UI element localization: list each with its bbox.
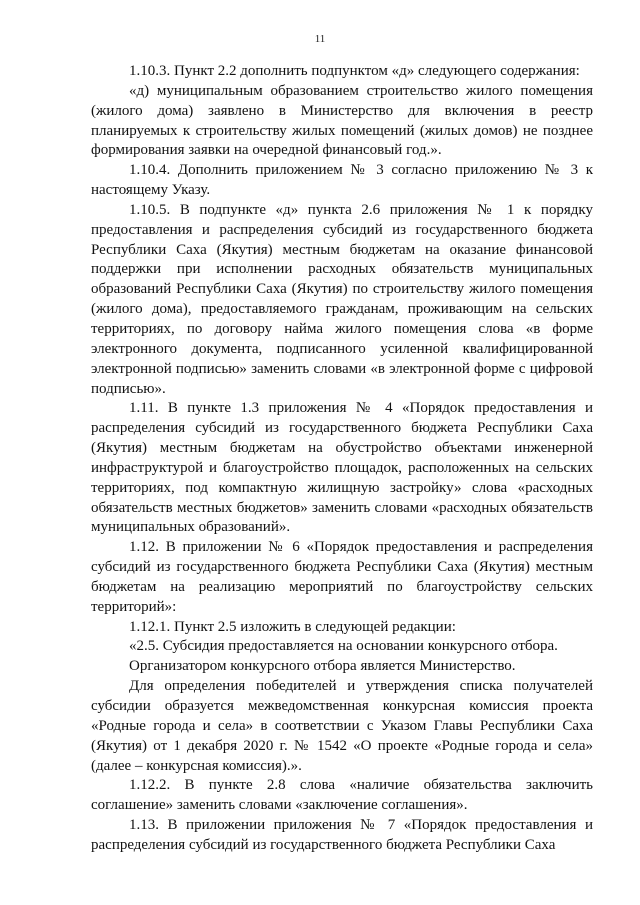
paragraph-1-13: 1.13. В приложении приложения № 7 «Порядок предоставления и распределения субсидий из государственного бюджета Республики Саха <box>91 817 593 853</box>
paragraph-1-12: 1.12. В приложении № 6 «Порядок предоставления и распределения субсидий из государственного бюджета Республики Саха (Якутия) местным бюджетам на реализацию мероприятий по благоустройству сельских территорий»: <box>91 539 593 615</box>
paragraph-1-10-3: 1.10.3. Пункт 2.2 дополнить подпунктом «д» следующего содержания: <box>129 63 580 79</box>
paragraph-organizer: Организатором конкурсного отбора является Министерство. <box>129 658 516 675</box>
page-number: 11 <box>314 33 326 45</box>
paragraph-subitem-d: «д) муниципальным образованием строительство жилого помещения (жилого дома) заявлено в Министерство для включения в реестр планируемых к строительству жилых помещений (жилых домов) не позднее формирования заявки на очередной финансовый год.». <box>91 82 593 159</box>
paragraph-1-10-5: 1.10.5. В подпункте «д» пункта 2.6 приложения № 1 к порядку предоставления и распределения субсидий из государственного бюджета Республики Саха (Якутия) местным бюджетам на оказание финансовой поддержки при исполнении расходных обязательств муниципальных образований Республики Саха (Якутия) по строительству жилого помещения (жилого дома), предоставляемого гражданам, проживающим на сельских территориях, по договору найма жилого помещения слова «в форме электронного документа, подписанного усиленной квалифицированной электронной подписью» заменить словами «в электронной форме с цифровой подписью». <box>91 201 593 397</box>
paragraph-2-5: «2.5. Субсидия предоставляется на основании конкурсного отбора. <box>129 638 558 655</box>
paragraph-1-10-4: 1.10.4. Дополнить приложением № 3 согласно приложению № 3 к настоящему Указу. <box>91 162 593 199</box>
paragraph-1-12-1: 1.12.1. Пункт 2.5 изложить в следующей редакции: <box>129 618 456 635</box>
paragraph-1-12-2: 1.12.2. В пункте 2.8 слова «наличие обязательства заключить соглашение» заменить словами «заключение соглашения». <box>91 777 593 814</box>
document-body <box>91 62 593 856</box>
paragraph-commission: Для определения победителей и утверждения списка получателей субсидии образуется межведомственная конкурсная комиссия проекта «Родные города и села» в соответствии с Указом Главы Республики Саха (Якутия) от 1 декабря 2020 г. № 1542 «О проекте «Родные города и села» (далее – конкурсная комиссия).». <box>91 678 593 774</box>
paragraph-1-11: 1.11. В пункте 1.3 приложения № 4 «Порядок предоставления и распределения субсидий из государственного бюджета Республики Саха (Якутия) местным бюджетам на обустройство объектами инженерной инфраструктурой и благоустройство площадок, расположенных на сельских территориях, под компактную жилищную застройку» слова «расходных обязательств местных бюджетов» заменить словами «расходных обязательств муниципальных образований». <box>91 400 593 536</box>
